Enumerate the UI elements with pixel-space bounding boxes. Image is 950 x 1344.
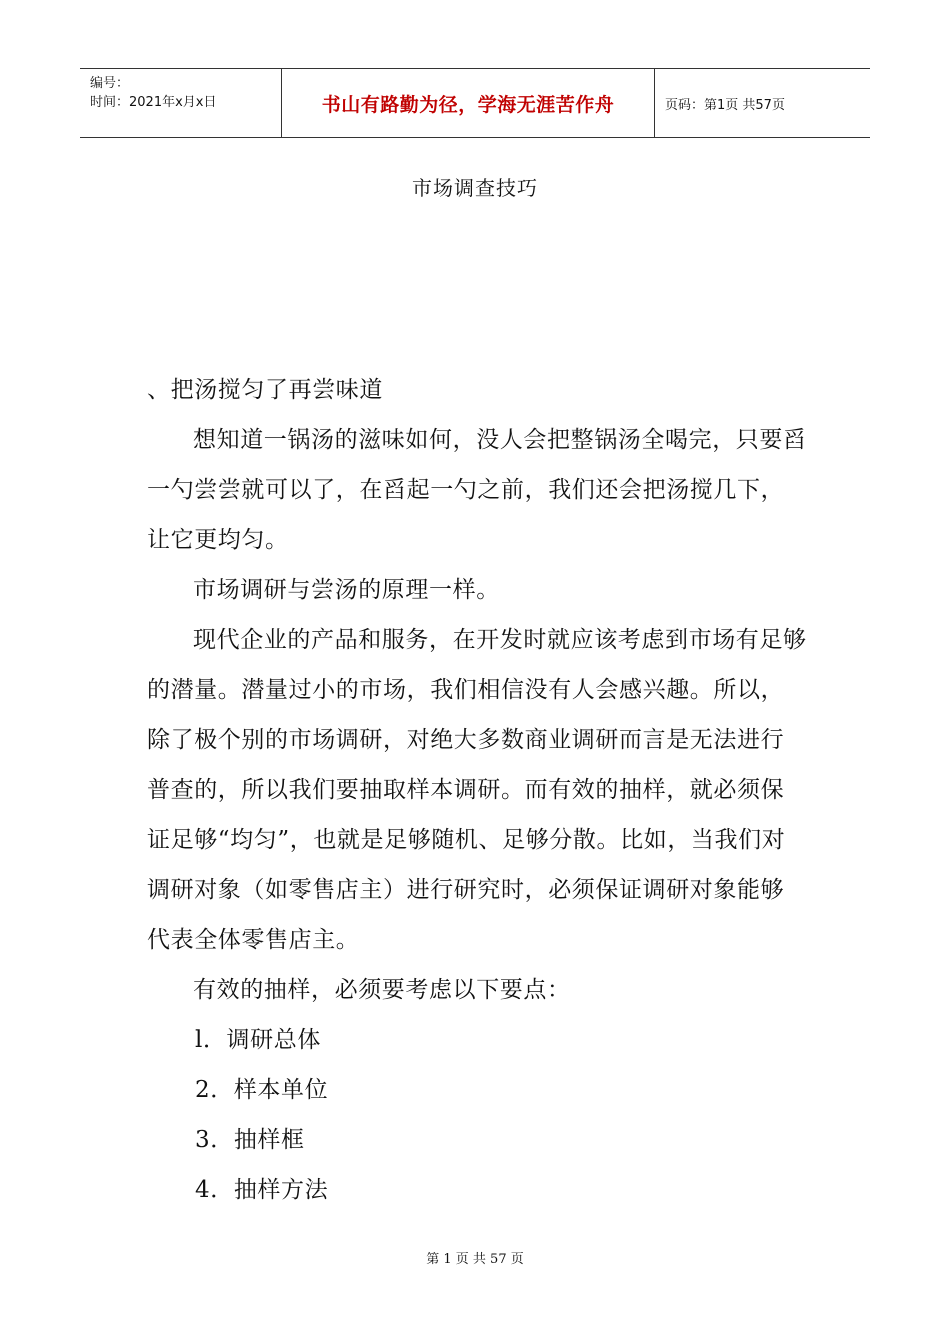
- document-title: 市场调查技巧: [412, 176, 538, 200]
- header-meta-cell: [80, 69, 282, 137]
- list-item: 2．样本单位: [195, 1077, 329, 1103]
- document-body: [147, 365, 807, 1215]
- document-number-label: 编号：: [90, 76, 130, 91]
- header-page-info: 页码：第1页 共57页: [665, 97, 785, 113]
- list-item: l．调研总体: [195, 1027, 321, 1053]
- paragraph-key-points-intro: 有效的抽样，必须要考虑以下要点：: [193, 977, 571, 1003]
- page-footer: 第 1 页 共 57 页: [426, 1252, 524, 1267]
- paragraph-principle: 市场调研与尝汤的原理一样。: [193, 577, 500, 603]
- header-motto: 书山有路勤为径，学海无涯苦作舟: [321, 93, 615, 116]
- paragraph-sampling: 现代企业的产品和服务，在开发时就应该考虑到市场有足够的潜量。潜量过小的市场，我们相信没有人会感兴趣。所以，除了极个别的市场调研，对绝大多数商业调研而言是无法进行普查的，所以我们要抽取样本调研。而有效的抽样，就必须保证足够“均匀”，也就是足够随机、足够分散。比如，当我们对调研对象（如零售店主）进行研究时，必须保证调研对象能够代表全体零售店主。: [147, 627, 807, 953]
- header-motto-cell: [282, 69, 655, 137]
- list-item: 4．抽样方法: [195, 1177, 329, 1203]
- list-item: 3．抽样框: [195, 1127, 305, 1153]
- header-table: [80, 68, 870, 138]
- document-date-label: 时间：2021年x月x日: [90, 95, 217, 110]
- section-heading: 、把汤搅匀了再尝味道: [147, 377, 383, 403]
- header-page-cell: [655, 69, 870, 137]
- paragraph-soup-analogy: 想知道一锅汤的滋味如何，没人会把整锅汤全喝完，只要舀一勺尝尝就可以了，在舀起一勺之前，我们还会把汤搅几下，让它更均匀。: [147, 427, 807, 553]
